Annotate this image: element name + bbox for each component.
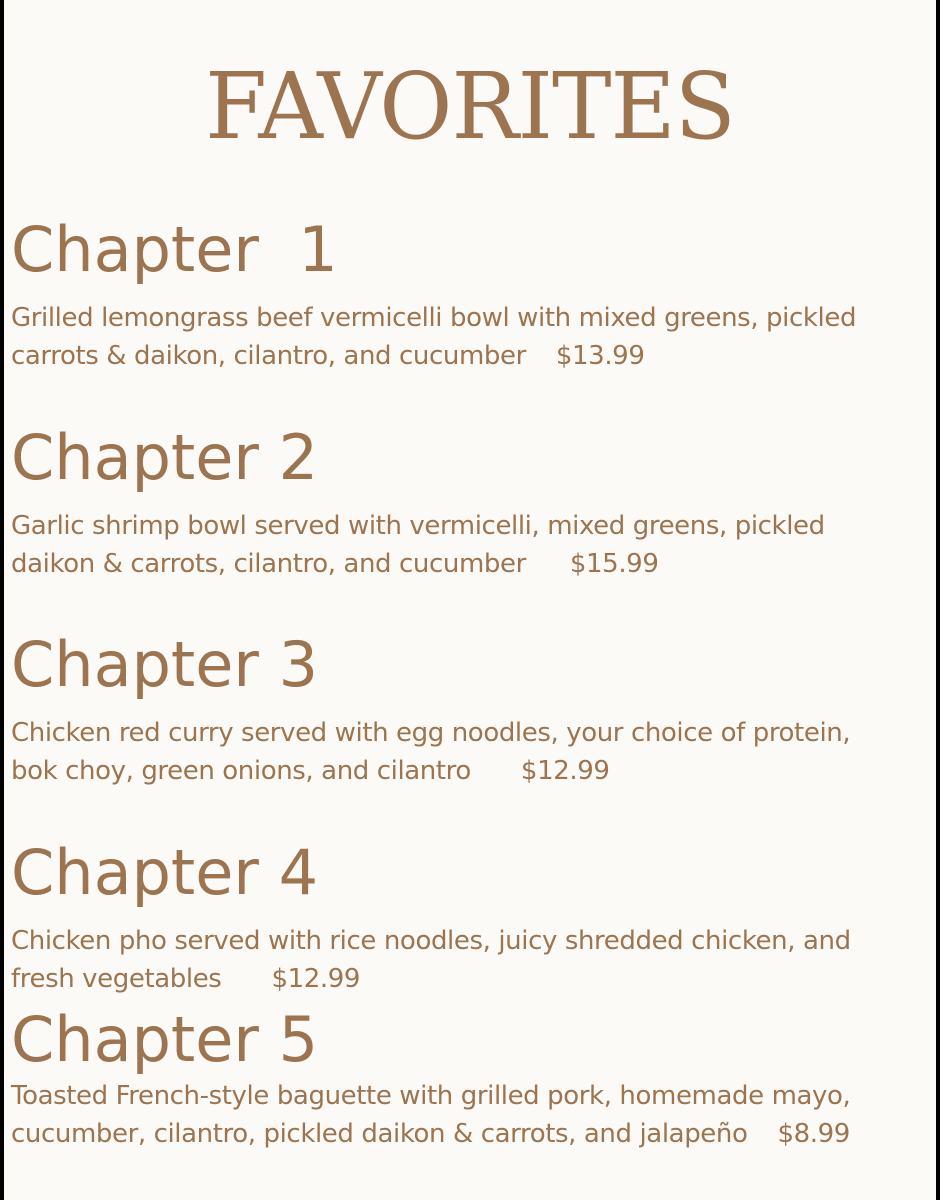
description-line: Chicken red curry served with egg noodles, your choice of protein, [11,718,851,748]
menu-item-price: $8.99 [777,1119,850,1149]
menu-item [11,215,856,375]
menu-item-title: Chapter 5 [11,1003,319,1076]
description-line: Chicken pho served with rice noodles, juicy shredded chicken, and [11,926,851,956]
description-line [11,960,851,998]
menu-item [11,630,850,790]
menu-item-description [11,922,851,998]
menu-item [11,423,825,583]
description-line: Garlic shrimp bowl served with vermicelli, mixed greens, pickled [11,511,825,541]
menu-item-description [11,714,850,790]
description-line [11,545,825,583]
menu-page [4,0,936,1200]
description-line [11,1115,850,1153]
description-line: Toasted French-style baguette with grilled pork, homemade mayo, [11,1081,851,1111]
menu-item-description [11,1077,850,1153]
menu-item-title: Chapter 4 [11,836,319,909]
description-text: bok choy, green onions, and cilantro [11,756,471,786]
menu-item-price: $12.99 [271,964,361,994]
description-line: Grilled lemongrass beef vermicelli bowl with mixed greens, pickled [11,303,857,333]
menu-item-title: Chapter 3 [11,628,319,701]
description-text: cucumber, cilantro, pickled daikon & carrots, and jalapeño [11,1119,748,1149]
menu-item-price: $15.99 [569,549,659,579]
description-line [11,337,856,375]
menu-item [11,838,851,998]
menu-item-description [11,507,825,583]
description-line [11,752,850,790]
description-text: fresh vegetables [11,964,222,994]
menu-item-price: $12.99 [520,756,610,786]
menu-item [11,1005,850,1153]
menu-item-price: $13.99 [555,341,645,371]
menu-item-title: Chapter 1 [11,213,338,286]
menu-title: FAVORITES [205,53,735,160]
menu-item-title: Chapter 2 [11,421,319,494]
description-text: daikon & carrots, cilantro, and cucumber [11,549,526,579]
menu-item-description [11,299,856,375]
description-text: carrots & daikon, cilantro, and cucumber [11,341,526,371]
